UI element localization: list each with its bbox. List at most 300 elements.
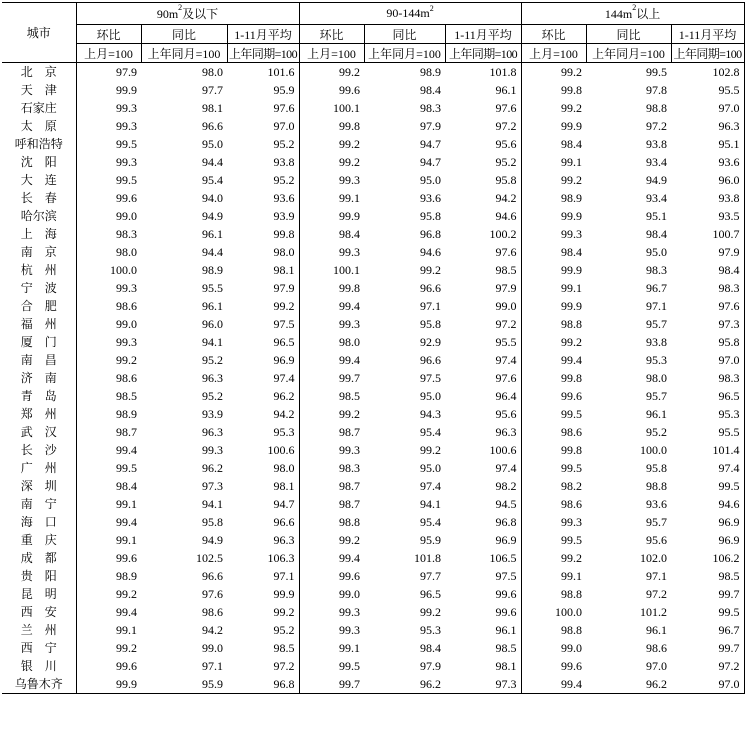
value-cell: 94.3 xyxy=(420,407,442,421)
value-cell: 99.4 xyxy=(561,353,583,367)
table-row xyxy=(2,207,744,225)
city-name-cell: 合 肥 xyxy=(2,297,76,315)
value-cell: 97.1 xyxy=(227,567,299,585)
city-name-cell: 杭 州 xyxy=(2,261,76,279)
value-cell: 102.5 xyxy=(196,551,223,565)
table-row xyxy=(2,369,744,387)
value-cell: 97.0 xyxy=(671,351,744,369)
table-row xyxy=(2,459,744,477)
value-cell: 98.0 xyxy=(227,459,299,477)
value-cell: 98.4 xyxy=(116,479,137,493)
table-row xyxy=(2,495,744,513)
value-cell: 98.5 xyxy=(227,639,299,657)
value-cell: 97.5 xyxy=(445,567,521,585)
value-cell: 99.4 xyxy=(116,515,137,529)
value-cell: 99.6 xyxy=(445,585,521,603)
value-cell: 95.7 xyxy=(646,389,668,403)
value-cell: 95.1 xyxy=(646,209,668,223)
value-cell: 100.0 xyxy=(640,443,668,457)
value-cell: 99.2 xyxy=(561,173,583,187)
value-cell: 95.0 xyxy=(420,461,442,475)
value-cell: 95.2 xyxy=(227,135,299,153)
value-cell: 99.1 xyxy=(339,191,361,205)
value-cell: 99.0 xyxy=(561,641,583,655)
table-header xyxy=(2,3,744,63)
value-cell: 101.2 xyxy=(640,605,668,619)
table-row xyxy=(2,567,744,585)
value-cell: 94.2 xyxy=(445,189,521,207)
value-cell: 95.4 xyxy=(420,425,442,439)
value-cell: 97.3 xyxy=(671,315,744,333)
value-cell: 99.6 xyxy=(339,569,361,583)
value-cell: 99.4 xyxy=(521,675,586,694)
city-name-cell: 广 州 xyxy=(2,459,76,477)
value-cell: 94.2 xyxy=(227,405,299,423)
value-cell: 99.5 xyxy=(561,461,583,475)
city-name-cell: 长 春 xyxy=(2,189,76,207)
value-cell: 96.1 xyxy=(646,623,668,637)
value-cell: 99.2 xyxy=(561,551,583,565)
city-name-cell: 青 岛 xyxy=(2,387,76,405)
value-cell: 99.3 xyxy=(339,173,361,187)
base-label-same-month-last-year: 上年同月=100 xyxy=(586,44,671,63)
value-cell: 95.3 xyxy=(420,623,442,637)
value-cell: 97.9 xyxy=(445,279,521,297)
value-cell: 98.3 xyxy=(339,461,361,475)
value-cell: 96.6 xyxy=(420,353,442,367)
value-cell: 99.2 xyxy=(420,263,442,277)
table-row xyxy=(2,621,744,639)
value-cell: 99.4 xyxy=(116,443,137,457)
sub-header-yoy: 同比 xyxy=(141,25,227,44)
table-row xyxy=(2,531,744,549)
value-cell: 96.1 xyxy=(445,621,521,639)
city-name-cell: 北 京 xyxy=(2,63,76,82)
value-cell: 96.1 xyxy=(445,81,521,99)
value-cell: 96.6 xyxy=(227,513,299,531)
value-cell: 98.2 xyxy=(445,477,521,495)
value-cell: 100.7 xyxy=(671,225,744,243)
value-cell: 98.4 xyxy=(561,137,583,151)
value-cell: 99.6 xyxy=(116,659,137,673)
value-cell: 99.2 xyxy=(339,65,361,79)
value-cell: 100.1 xyxy=(333,101,361,115)
value-cell: 93.6 xyxy=(671,153,744,171)
value-cell: 98.4 xyxy=(561,245,583,259)
value-cell: 99.8 xyxy=(561,443,583,457)
value-cell: 95.7 xyxy=(646,515,668,529)
sub-header-ytd-avg: 1-11月平均 xyxy=(671,25,744,44)
value-cell: 99.9 xyxy=(561,263,583,277)
value-cell: 102.8 xyxy=(671,63,744,82)
value-cell: 96.9 xyxy=(671,531,744,549)
value-cell: 97.5 xyxy=(420,371,442,385)
value-cell: 96.9 xyxy=(671,513,744,531)
value-cell: 98.8 xyxy=(646,479,668,493)
value-cell: 98.0 xyxy=(202,65,223,79)
value-cell: 99.8 xyxy=(227,225,299,243)
value-cell: 98.0 xyxy=(646,371,668,385)
value-cell: 98.6 xyxy=(202,605,223,619)
table-row xyxy=(2,603,744,621)
value-cell: 99.3 xyxy=(339,317,361,331)
value-cell: 96.8 xyxy=(227,675,299,694)
value-cell: 99.3 xyxy=(116,335,137,349)
value-cell: 99.4 xyxy=(339,299,361,313)
value-cell: 96.7 xyxy=(671,621,744,639)
value-cell: 95.4 xyxy=(420,515,442,529)
value-cell: 98.3 xyxy=(671,369,744,387)
city-name-cell: 大 连 xyxy=(2,171,76,189)
value-cell: 95.5 xyxy=(671,81,744,99)
value-cell: 101.8 xyxy=(445,63,521,82)
value-cell: 98.5 xyxy=(116,389,137,403)
value-cell: 99.5 xyxy=(671,603,744,621)
base-label-same-month-last-year: 上年同月=100 xyxy=(141,44,227,63)
city-name-cell: 沈 阳 xyxy=(2,153,76,171)
city-name-cell: 南 宁 xyxy=(2,495,76,513)
value-cell: 93.8 xyxy=(646,137,668,151)
value-cell: 99.7 xyxy=(339,371,361,385)
value-cell: 97.6 xyxy=(445,243,521,261)
value-cell: 95.0 xyxy=(420,173,442,187)
value-cell: 97.2 xyxy=(445,117,521,135)
value-cell: 97.9 xyxy=(116,65,137,79)
value-cell: 95.6 xyxy=(646,533,668,547)
value-cell: 98.8 xyxy=(561,623,583,637)
table-row xyxy=(2,261,744,279)
value-cell: 99.1 xyxy=(116,533,137,547)
base-label-same-period-last-year: 上年同期=100 xyxy=(445,44,521,63)
value-cell: 99.3 xyxy=(339,623,361,637)
value-cell: 106.2 xyxy=(671,549,744,567)
city-name-cell: 武 汉 xyxy=(2,423,76,441)
value-cell: 99.3 xyxy=(561,227,583,241)
value-cell: 99.2 xyxy=(561,101,583,115)
value-cell: 99.1 xyxy=(561,155,583,169)
value-cell: 98.3 xyxy=(420,101,442,115)
value-cell: 99.2 xyxy=(116,641,137,655)
value-cell: 99.1 xyxy=(116,623,137,637)
value-cell: 96.2 xyxy=(364,675,445,694)
value-cell: 99.2 xyxy=(561,65,583,79)
table-row xyxy=(2,387,744,405)
value-cell: 95.7 xyxy=(646,317,668,331)
value-cell: 99.4 xyxy=(116,605,137,619)
table-row xyxy=(2,423,744,441)
value-cell: 96.4 xyxy=(445,387,521,405)
value-cell: 94.4 xyxy=(202,245,223,259)
value-cell: 99.5 xyxy=(116,173,137,187)
value-cell: 95.2 xyxy=(227,621,299,639)
value-cell: 94.5 xyxy=(445,495,521,513)
value-cell: 99.2 xyxy=(116,587,137,601)
value-cell: 96.7 xyxy=(646,281,668,295)
table-row xyxy=(2,315,744,333)
value-cell: 93.8 xyxy=(646,335,668,349)
table-row xyxy=(2,405,744,423)
value-cell: 98.9 xyxy=(116,569,137,583)
value-cell: 96.9 xyxy=(227,351,299,369)
value-cell: 98.6 xyxy=(561,425,583,439)
value-cell: 100.1 xyxy=(333,263,361,277)
table-row xyxy=(2,63,744,82)
value-cell: 99.5 xyxy=(646,65,668,79)
value-cell: 98.5 xyxy=(671,567,744,585)
value-cell: 98.1 xyxy=(227,477,299,495)
value-cell: 100.2 xyxy=(445,225,521,243)
value-cell: 100.0 xyxy=(555,605,583,619)
value-cell: 99.2 xyxy=(420,605,442,619)
base-label-last-month: 上月=100 xyxy=(521,44,586,63)
value-cell: 99.6 xyxy=(116,191,137,205)
value-cell: 98.9 xyxy=(420,65,442,79)
value-cell: 99.3 xyxy=(116,119,137,133)
value-cell: 94.7 xyxy=(420,155,442,169)
value-cell: 95.1 xyxy=(671,135,744,153)
value-cell: 94.6 xyxy=(420,245,442,259)
value-cell: 96.1 xyxy=(646,407,668,421)
value-cell: 95.2 xyxy=(646,425,668,439)
value-cell: 95.5 xyxy=(202,281,223,295)
value-cell: 99.1 xyxy=(561,281,583,295)
value-cell: 99.8 xyxy=(339,119,361,133)
city-name-cell: 兰 州 xyxy=(2,621,76,639)
value-cell: 99.5 xyxy=(671,477,744,495)
value-cell: 98.0 xyxy=(339,335,361,349)
value-cell: 97.1 xyxy=(420,299,442,313)
value-cell: 101.4 xyxy=(671,441,744,459)
value-cell: 95.3 xyxy=(227,423,299,441)
value-cell: 97.4 xyxy=(420,479,442,493)
value-cell: 97.1 xyxy=(646,299,668,313)
table-row xyxy=(2,657,744,675)
city-name-cell: 成 都 xyxy=(2,549,76,567)
value-cell: 96.6 xyxy=(420,281,442,295)
sub-header-mom: 环比 xyxy=(521,25,586,44)
value-cell: 96.1 xyxy=(202,227,223,241)
value-cell: 98.7 xyxy=(339,479,361,493)
value-cell: 95.8 xyxy=(420,209,442,223)
value-cell: 98.7 xyxy=(339,497,361,511)
value-cell: 98.4 xyxy=(420,641,442,655)
table-row xyxy=(2,297,744,315)
value-cell: 97.2 xyxy=(671,657,744,675)
value-cell: 99.9 xyxy=(561,209,583,223)
value-cell: 95.8 xyxy=(671,333,744,351)
value-cell: 94.6 xyxy=(445,207,521,225)
city-name-cell: 天 津 xyxy=(2,81,76,99)
table-row xyxy=(2,189,744,207)
value-cell: 95.3 xyxy=(671,405,744,423)
value-cell: 99.0 xyxy=(339,587,361,601)
city-name-cell: 厦 门 xyxy=(2,333,76,351)
table-row xyxy=(2,441,744,459)
value-cell: 98.7 xyxy=(116,425,137,439)
value-cell: 98.7 xyxy=(339,425,361,439)
value-cell: 93.9 xyxy=(202,407,223,421)
table-row xyxy=(2,549,744,567)
table-row xyxy=(2,171,744,189)
group-header-90-144: $90-144m^2$ xyxy=(299,3,521,25)
value-cell: 97.2 xyxy=(445,315,521,333)
value-cell: 96.2 xyxy=(586,675,671,694)
value-cell: 99.4 xyxy=(339,551,361,565)
value-cell: 99.9 xyxy=(76,675,141,694)
value-cell: 95.6 xyxy=(445,135,521,153)
value-cell: 99.5 xyxy=(339,659,361,673)
value-cell: 96.2 xyxy=(227,387,299,405)
city-name-cell: 福 州 xyxy=(2,315,76,333)
value-cell: 95.8 xyxy=(445,171,521,189)
value-cell: 99.2 xyxy=(339,137,361,151)
city-column-header: 城市 xyxy=(2,3,76,63)
value-cell: 97.0 xyxy=(671,99,744,117)
value-cell: 98.8 xyxy=(339,515,361,529)
value-cell: 99.5 xyxy=(116,137,137,151)
value-cell: 95.2 xyxy=(227,171,299,189)
value-cell: 98.0 xyxy=(227,243,299,261)
base-label-last-month: 上月=100 xyxy=(299,44,364,63)
value-cell: 94.4 xyxy=(202,155,223,169)
value-cell: 99.4 xyxy=(339,353,361,367)
city-name-cell: 石家庄 xyxy=(2,99,76,117)
value-cell: 97.2 xyxy=(646,119,668,133)
value-cell: 93.9 xyxy=(227,207,299,225)
city-name-cell: 海 口 xyxy=(2,513,76,531)
value-cell: 96.5 xyxy=(671,387,744,405)
value-cell: 94.1 xyxy=(202,335,223,349)
value-cell: 97.0 xyxy=(227,117,299,135)
value-cell: 97.1 xyxy=(202,659,223,673)
city-name-cell: 郑 州 xyxy=(2,405,76,423)
value-cell: 93.6 xyxy=(227,189,299,207)
city-name-cell: 银 川 xyxy=(2,657,76,675)
base-label-last-month: 上月=100 xyxy=(76,44,141,63)
value-cell: 96.6 xyxy=(202,119,223,133)
city-name-cell: 乌鲁木齐 xyxy=(2,675,76,694)
value-cell: 100.6 xyxy=(227,441,299,459)
table-row xyxy=(2,675,744,694)
value-cell: 99.8 xyxy=(339,281,361,295)
value-cell: 99.7 xyxy=(671,639,744,657)
base-label-same-period-last-year: 上年同期=100 xyxy=(671,44,744,63)
value-cell: 99.2 xyxy=(561,335,583,349)
value-cell: 99.3 xyxy=(116,101,137,115)
table-row xyxy=(2,279,744,297)
value-cell: 97.9 xyxy=(227,279,299,297)
value-cell: 99.6 xyxy=(339,83,361,97)
value-cell: 95.5 xyxy=(671,423,744,441)
value-cell: 98.5 xyxy=(339,389,361,403)
value-cell: 94.1 xyxy=(420,497,442,511)
value-cell: 94.9 xyxy=(202,533,223,547)
table-row xyxy=(2,153,744,171)
value-cell: 95.6 xyxy=(445,405,521,423)
value-cell: 101.6 xyxy=(227,63,299,82)
value-cell: 93.5 xyxy=(671,207,744,225)
value-cell: 95.4 xyxy=(202,173,223,187)
table-row xyxy=(2,333,744,351)
value-cell: 97.4 xyxy=(671,459,744,477)
value-cell: 98.0 xyxy=(116,245,137,259)
value-cell: 96.3 xyxy=(202,371,223,385)
value-cell: 96.8 xyxy=(445,513,521,531)
table-row xyxy=(2,135,744,153)
value-cell: 97.4 xyxy=(445,459,521,477)
value-cell: 97.6 xyxy=(202,587,223,601)
value-cell: 99.0 xyxy=(202,641,223,655)
value-cell: 99.1 xyxy=(116,497,137,511)
value-cell: 96.8 xyxy=(420,227,442,241)
group-header-144-above: $144m^2$以上 xyxy=(521,3,744,25)
value-cell: 97.2 xyxy=(227,657,299,675)
value-cell: 97.9 xyxy=(420,659,442,673)
value-cell: 95.9 xyxy=(420,533,442,547)
value-cell: 98.3 xyxy=(646,263,668,277)
value-cell: 93.4 xyxy=(646,191,668,205)
base-label-same-month-last-year: 上年同月=100 xyxy=(364,44,445,63)
value-cell: 97.2 xyxy=(646,587,668,601)
value-cell: 99.9 xyxy=(339,209,361,223)
city-name-cell: 重 庆 xyxy=(2,531,76,549)
sub-header-yoy: 同比 xyxy=(586,25,671,44)
value-cell: 97.6 xyxy=(227,99,299,117)
value-cell: 95.9 xyxy=(141,675,227,694)
sub-header-yoy: 同比 xyxy=(364,25,445,44)
value-cell: 99.5 xyxy=(561,407,583,421)
base-label-same-period-last-year: 上年同期=100 xyxy=(227,44,299,63)
table-row xyxy=(2,351,744,369)
value-cell: 95.0 xyxy=(646,245,668,259)
value-cell: 97.1 xyxy=(646,569,668,583)
value-cell: 93.4 xyxy=(646,155,668,169)
city-name-cell: 太 原 xyxy=(2,117,76,135)
value-cell: 96.5 xyxy=(420,587,442,601)
table-row xyxy=(2,243,744,261)
table-row xyxy=(2,99,744,117)
value-cell: 98.6 xyxy=(561,497,583,511)
value-cell: 94.7 xyxy=(420,137,442,151)
value-cell: 99.0 xyxy=(116,317,137,331)
value-cell: 101.8 xyxy=(414,551,442,565)
value-cell: 99.9 xyxy=(227,585,299,603)
city-name-cell: 济 南 xyxy=(2,369,76,387)
value-cell: 93.6 xyxy=(420,191,442,205)
value-cell: 99.8 xyxy=(561,83,583,97)
table-row xyxy=(2,117,744,135)
value-cell: 95.8 xyxy=(646,461,668,475)
city-name-cell: 贵 阳 xyxy=(2,567,76,585)
value-cell: 98.8 xyxy=(646,101,668,115)
value-cell: 94.1 xyxy=(202,497,223,511)
value-cell: 98.6 xyxy=(116,371,137,385)
value-cell: 96.3 xyxy=(202,425,223,439)
value-cell: 98.6 xyxy=(646,641,668,655)
value-cell: 99.7 xyxy=(299,675,364,694)
value-cell: 97.0 xyxy=(646,659,668,673)
value-cell: 99.9 xyxy=(561,299,583,313)
value-cell: 93.6 xyxy=(646,497,668,511)
value-cell: 93.8 xyxy=(227,153,299,171)
value-cell: 97.4 xyxy=(445,351,521,369)
value-cell: 106.3 xyxy=(227,549,299,567)
value-cell: 96.9 xyxy=(445,531,521,549)
value-cell: 99.0 xyxy=(116,209,137,223)
city-name-cell: 西 宁 xyxy=(2,639,76,657)
value-cell: 99.6 xyxy=(445,603,521,621)
value-cell: 97.0 xyxy=(671,675,744,694)
